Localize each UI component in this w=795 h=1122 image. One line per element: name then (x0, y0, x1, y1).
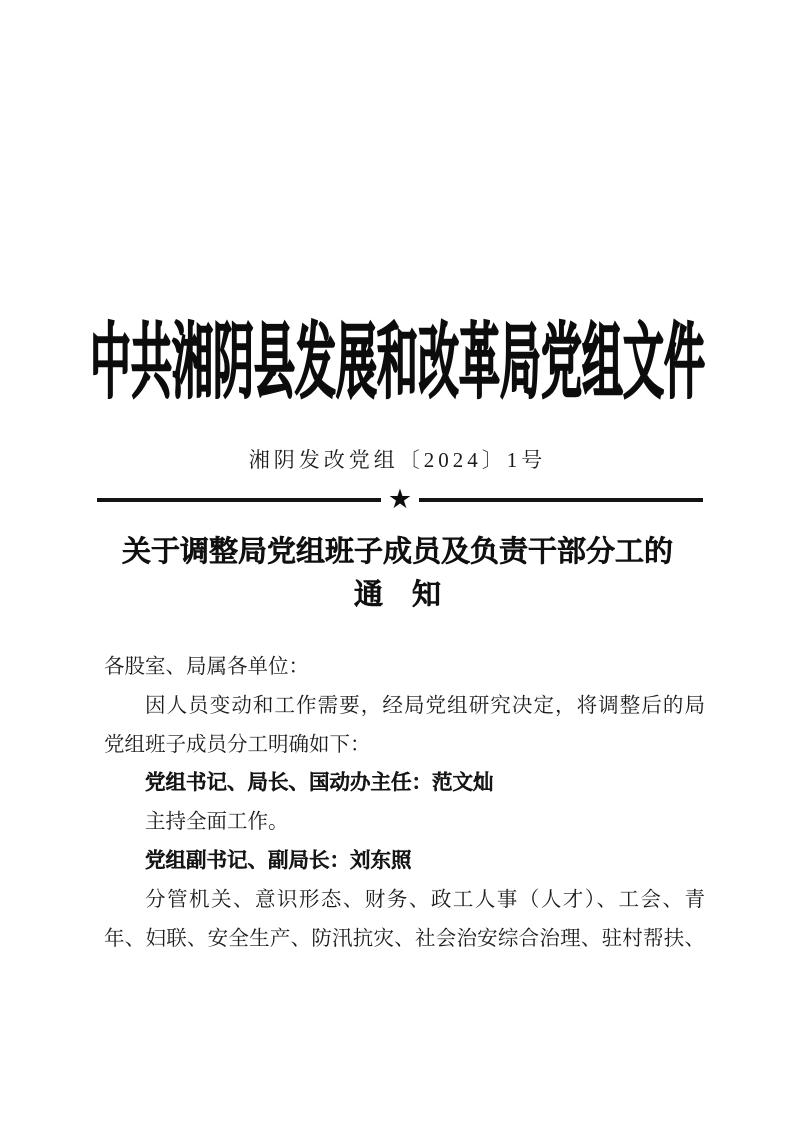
body-line: 因人员变动和工作需要，经局党组研究决定，将调整后的局 (145, 694, 705, 717)
masthead-title: 中共湘阴县发展和改革局党组文件 (90, 316, 705, 408)
body-line: 主持全面工作。 (145, 811, 289, 834)
body-line-role-deputy-secretary: 党组副书记、副局长：刘东照 (145, 849, 412, 872)
document-body (104, 648, 705, 958)
body-line-role-secretary: 党组书记、局长、国动办主任：范文灿 (145, 772, 494, 795)
document-title (0, 531, 795, 617)
document-title-line1: 关于调整局党组班子成员及负责干部分工的 (121, 536, 673, 568)
divider-line-left (97, 498, 381, 502)
body-line: 党组班子成员分工明确如下： (104, 733, 371, 756)
body-line: 年、妇联、安全生产、防汛抗灾、社会治安综合治理、驻村帮扶、 (104, 927, 705, 950)
body-line-salutation: 各股室、局属各单位： (104, 656, 309, 678)
body-line: 分管机关、意识形态、财务、政工人事（人才）、工会、青 (145, 888, 705, 911)
document-title-line2: 通 知 (353, 579, 441, 611)
divider-line-right (419, 498, 703, 502)
document-number: 湘阴发改党组〔2024〕1号 (248, 448, 547, 472)
star-icon: ★ (387, 484, 413, 515)
star-divider (97, 486, 703, 514)
